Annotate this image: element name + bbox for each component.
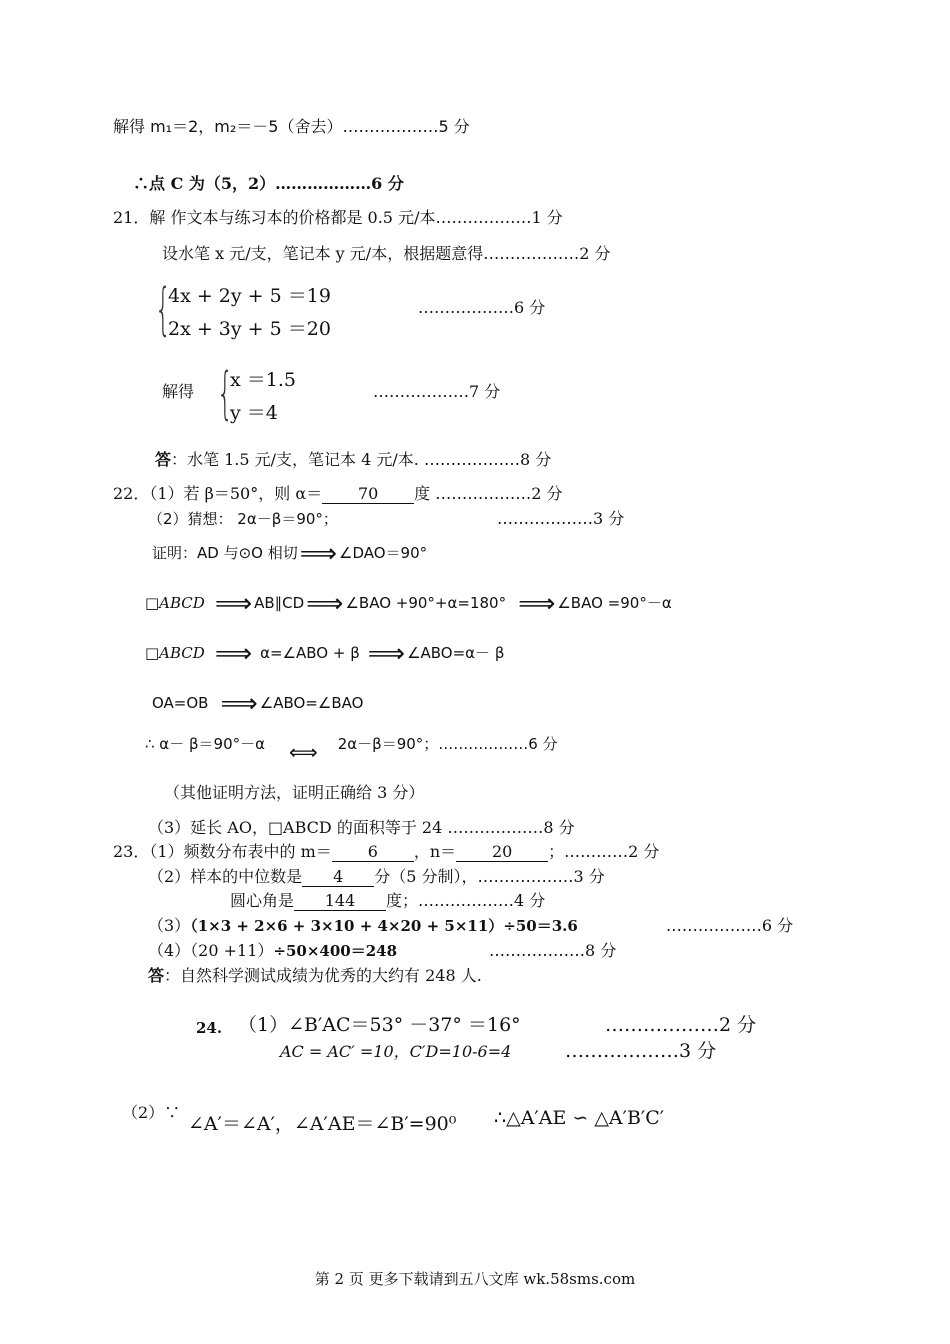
q23-part3-score: ………………6 分 — [665, 916, 794, 935]
q22-alpha-eq: α=∠ABO + β — [260, 644, 360, 662]
q22-ab-parallel-cd: AB∥CD — [254, 594, 305, 612]
implies-arrow-icon: ⟹ — [214, 589, 253, 619]
q23-answer-label: 答 — [148, 966, 165, 985]
q22-part1-prefix: 22．（1）若 β＝50°，则 α＝ — [113, 484, 323, 503]
q21-sol-y: y ＝4 — [230, 402, 278, 424]
q23-part1-mid: ，n＝ — [413, 842, 457, 861]
line-solve-m: 解得 m₁＝2，m₂＝－5（舍去）………………5 分 — [113, 117, 470, 136]
q23-angle-blank: 144 — [294, 892, 386, 911]
q23-angle-suffix: 度；………………4 分 — [386, 891, 546, 910]
implies-arrow-icon: ⟹ — [367, 639, 406, 669]
q22-proof-line2 — [145, 589, 672, 619]
q22-parallelogram-1: □ABCD — [145, 594, 205, 612]
q24-part1-line2-score: ………………3 分 — [565, 1040, 717, 1062]
q21-system-brace: { — [155, 277, 172, 342]
q22-proof-premise: 证明：AD 与⊙O 相切 — [152, 544, 298, 562]
q24-part2 — [122, 1103, 180, 1123]
q22-proof-line4 — [152, 689, 364, 719]
q22-part2-score: ………………3 分 — [497, 509, 625, 528]
q23-part2-angle — [230, 891, 545, 911]
q23-part3 — [148, 916, 793, 936]
q23-part1-prefix: 23．（1）频数分布表中的 m＝ — [113, 842, 332, 861]
q22-conclusion: 2α－β＝90°；………………6 分 — [337, 735, 558, 753]
q21-solution-brace: { — [217, 361, 234, 426]
q22-angle-sum: ∠BAO +90°+α=180° — [345, 594, 507, 612]
q24-part2-angles: ∠A′＝∠A′，∠A′AE＝∠B′=90⁰ — [188, 1113, 457, 1135]
q24-part1: （1）∠B′AC＝53° －37° ＝16° — [238, 1014, 521, 1036]
implies-arrow-icon: ⟹ — [220, 689, 258, 719]
iff-arrow-icon: ⟺ — [289, 740, 318, 764]
q21-answer-label: 答 — [155, 450, 172, 469]
q23-median-label: （2）样本的中位数是 — [148, 867, 303, 886]
q22-note: （其他证明方法，证明正确给 3 分） — [164, 783, 425, 802]
page-footer: 第 2 页 更多下载请到五八文库 wk.58sms.com — [314, 1270, 636, 1288]
implies-arrow-icon: ⟹ — [518, 589, 556, 619]
q22-proof-line5 — [145, 734, 558, 762]
q23-answer-text: ：自然科学测试成绩为优秀的大约有 248 人. — [164, 966, 482, 985]
q23-answer — [148, 966, 482, 986]
q22-part1-blank: 70 — [322, 485, 414, 504]
q21-score-6: ………………6 分 — [418, 298, 546, 317]
q23-angle-label: 圆心角是 — [230, 891, 295, 910]
q23-m-blank: 6 — [332, 843, 414, 862]
q21-answer — [155, 450, 551, 470]
q22-angle-abo: ∠ABO=α－ β — [407, 644, 505, 662]
q21-sol-x: x ＝1.5 — [230, 369, 296, 391]
q22-therefore: ∴ α－ β＝90°－α — [145, 735, 266, 753]
q22-part2: （2）猜想： 2α－β＝90°； — [148, 510, 338, 528]
q23-n-blank: 20 — [456, 843, 548, 862]
q22-parallelogram-2: □ABCD — [145, 644, 205, 662]
q22-part1-suffix: 度 ………………2 分 — [414, 484, 563, 503]
q21-answer-text: ：水笔 1.5 元/支，笔记本 4 元/本. ………………8 分 — [171, 450, 552, 469]
q22-angle-equal: ∠ABO=∠BAO — [259, 694, 364, 712]
q24-ac-eq: AC = AC′ =10，C′D=10-6=4 — [280, 1042, 512, 1061]
q22-part3: （3）延长 AO，□ABCD 的面积等于 24 ………………8 分 — [148, 818, 575, 837]
q21-eq1: 4x + 2y + 5 ＝19 — [168, 285, 331, 307]
q22-proof-line1 — [152, 539, 428, 569]
q23-part2 — [148, 867, 605, 887]
q24-part1-line2 — [280, 1042, 511, 1062]
q22-part1 — [113, 484, 563, 504]
q21-solve-label: 解得 — [162, 382, 195, 401]
q23-median-blank: 4 — [302, 868, 374, 887]
q23-mean-calc: （1×3 + 2×6 + 3×10 + 4×20 + 5×11）÷50＝3.6 — [190, 917, 578, 935]
q22-angle-bao: ∠BAO =90°－α — [557, 594, 672, 612]
q24-because: （2）∵ — [122, 1103, 181, 1122]
q23-part1-suffix: ；…………2 分 — [548, 842, 660, 861]
line-point-c: ∴点 C 为（5，2）………………6 分 — [133, 174, 404, 193]
q23-part3-num: （3） — [148, 916, 191, 935]
q21-eq2: 2x + 3y + 5 ＝20 — [168, 318, 331, 340]
q23-median-suffix: 分（5 分制），………………3 分 — [374, 867, 605, 886]
q22-proof-line3 — [145, 639, 505, 669]
q21-score-7: ………………7 分 — [373, 382, 501, 401]
q21-line-a: 21．解 作文本与练习本的价格都是 0.5 元/本………………1 分 — [113, 208, 563, 227]
q24-number: 24. — [196, 1019, 223, 1037]
q22-proof-result: ∠DAO＝90° — [339, 544, 428, 562]
q24-part1-score: ………………2 分 — [605, 1014, 757, 1036]
q24-part2-similar: ∴△A′AE ∽ △A′B′C′ — [494, 1107, 665, 1129]
implies-arrow-icon: ⟹ — [306, 589, 344, 619]
q22-oa-ob: OA=OB — [152, 694, 209, 712]
q23-part4 — [148, 941, 616, 961]
q23-part4-calc: ÷50×400＝248 — [273, 942, 398, 960]
q23-part4-score: ………………8 分 — [489, 941, 617, 960]
q23-part1 — [113, 842, 659, 862]
q21-line-b: 设水笔 x 元/支，笔记本 y 元/本，根据题意得………………2 分 — [162, 244, 611, 263]
q23-part4-prefix: （4）（20 +11） — [148, 941, 274, 960]
implies-arrow-icon: ⟹ — [214, 639, 253, 669]
implies-arrow-icon: ⟹ — [299, 539, 338, 569]
